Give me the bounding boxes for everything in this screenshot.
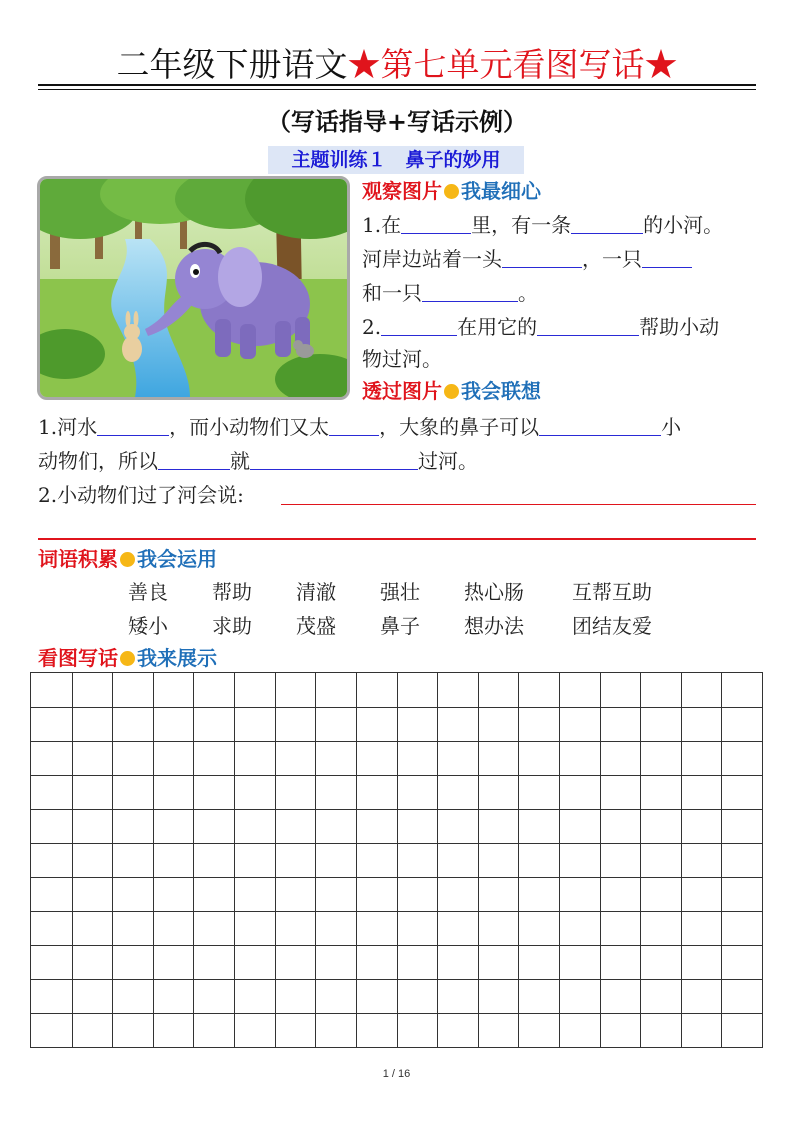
text-fragment: 。 bbox=[518, 281, 538, 305]
vocab-word: 茂盛 bbox=[296, 614, 336, 638]
fill-blank[interactable] bbox=[502, 245, 582, 268]
writing-heading bbox=[38, 643, 217, 673]
writing-heading-red: 看图写话 bbox=[38, 646, 118, 670]
answer-line[interactable] bbox=[281, 504, 756, 505]
writing-heading-blue: 我来展示 bbox=[137, 646, 217, 670]
vocab-word: 求助 bbox=[212, 614, 252, 638]
text-fragment: 就 bbox=[230, 449, 250, 473]
title-grade: 二年级下册语文 bbox=[116, 45, 348, 84]
text-fragment: 里，有一条 bbox=[471, 213, 572, 237]
observe-heading bbox=[362, 176, 541, 206]
text-fragment: 和一只 bbox=[362, 281, 422, 305]
orange-dot-icon bbox=[120, 651, 135, 666]
text-fragment: 河岸边站着一头 bbox=[362, 247, 502, 271]
writing-grid[interactable] bbox=[30, 672, 763, 1048]
text-fragment: ，大象的鼻子可以 bbox=[379, 415, 540, 439]
vocab-word: 清澈 bbox=[296, 580, 336, 604]
observe-q1-line2 bbox=[362, 242, 692, 276]
vocab-heading-blue: 我会运用 bbox=[137, 547, 217, 571]
vocab-heading-red: 词语积累 bbox=[38, 547, 118, 571]
orange-dot-icon bbox=[120, 552, 135, 567]
fill-blank[interactable] bbox=[250, 447, 418, 470]
vocab-word: 想办法 bbox=[464, 614, 524, 638]
vocab-word: 热心肠 bbox=[464, 580, 524, 604]
section-divider bbox=[38, 538, 756, 540]
page-number: 1 / 16 bbox=[382, 1068, 411, 1080]
fill-blank[interactable] bbox=[329, 413, 379, 436]
imagine-q1-line2 bbox=[38, 444, 478, 478]
text-fragment: 2. bbox=[362, 315, 382, 339]
page-title bbox=[38, 40, 756, 90]
observe-heading-blue: 我最细心 bbox=[461, 179, 541, 203]
vocab-word: 团结友爱 bbox=[572, 614, 652, 638]
fill-blank[interactable] bbox=[158, 447, 230, 470]
text-fragment: 过河。 bbox=[418, 449, 478, 473]
fill-blank[interactable] bbox=[97, 413, 169, 436]
fill-blank[interactable] bbox=[401, 211, 471, 234]
imagine-q2-line: 2.小动物们过了河会说: bbox=[38, 483, 244, 507]
observe-q2-line2: 物过河。 bbox=[362, 347, 442, 371]
text-fragment: 1.在 bbox=[362, 213, 402, 237]
fill-blank[interactable] bbox=[571, 211, 643, 234]
fill-blank[interactable] bbox=[537, 313, 639, 336]
observe-q1-line3 bbox=[362, 276, 538, 310]
vocab-word: 互帮互助 bbox=[572, 580, 652, 604]
vocab-row-2 bbox=[0, 609, 793, 643]
fill-blank[interactable] bbox=[642, 245, 692, 268]
vocab-heading bbox=[38, 544, 217, 574]
fill-blank[interactable] bbox=[381, 313, 457, 336]
illustration-drawing bbox=[40, 179, 347, 397]
fill-blank[interactable] bbox=[422, 279, 518, 302]
orange-dot-icon bbox=[444, 384, 459, 399]
fill-blank[interactable] bbox=[539, 413, 661, 436]
vocab-word: 矮小 bbox=[128, 614, 168, 638]
vocab-word: 强壮 bbox=[380, 580, 420, 604]
title-unit: ★第七单元看图写话★ bbox=[347, 45, 678, 84]
subtitle: （写话指导+写话示例） bbox=[266, 107, 528, 136]
vocab-word: 鼻子 bbox=[380, 614, 420, 638]
text-fragment: ，一只 bbox=[582, 247, 642, 271]
observe-heading-red: 观察图片 bbox=[362, 179, 442, 203]
theme-title: 主题训练１ 鼻子的妙用 bbox=[291, 149, 501, 171]
imagine-heading bbox=[362, 376, 541, 406]
text-fragment: 1.河水 bbox=[38, 415, 98, 439]
vocab-row-1 bbox=[0, 575, 793, 609]
text-fragment: 帮助小动 bbox=[639, 315, 720, 339]
imagine-q1-line1 bbox=[38, 410, 681, 444]
vocab-word: 善良 bbox=[128, 580, 168, 604]
text-fragment: ，而小动物们又太 bbox=[169, 415, 330, 439]
text-fragment: 动物们，所以 bbox=[38, 449, 158, 473]
vocab-word: 帮助 bbox=[212, 580, 252, 604]
grid-lines bbox=[31, 673, 762, 1047]
imagine-heading-red: 透过图片 bbox=[362, 379, 442, 403]
observe-q1-line1 bbox=[362, 208, 723, 242]
text-fragment: 在用它的 bbox=[457, 315, 538, 339]
title-rule-thin bbox=[38, 89, 756, 90]
imagine-heading-blue: 我会联想 bbox=[461, 379, 541, 403]
observe-q2-line1 bbox=[362, 310, 719, 344]
title-rule-thick bbox=[38, 84, 756, 86]
orange-dot-icon bbox=[444, 184, 459, 199]
text-fragment: 小 bbox=[661, 415, 682, 439]
elephant-river-illustration bbox=[37, 176, 350, 400]
text-fragment: 的小河。 bbox=[643, 213, 724, 237]
